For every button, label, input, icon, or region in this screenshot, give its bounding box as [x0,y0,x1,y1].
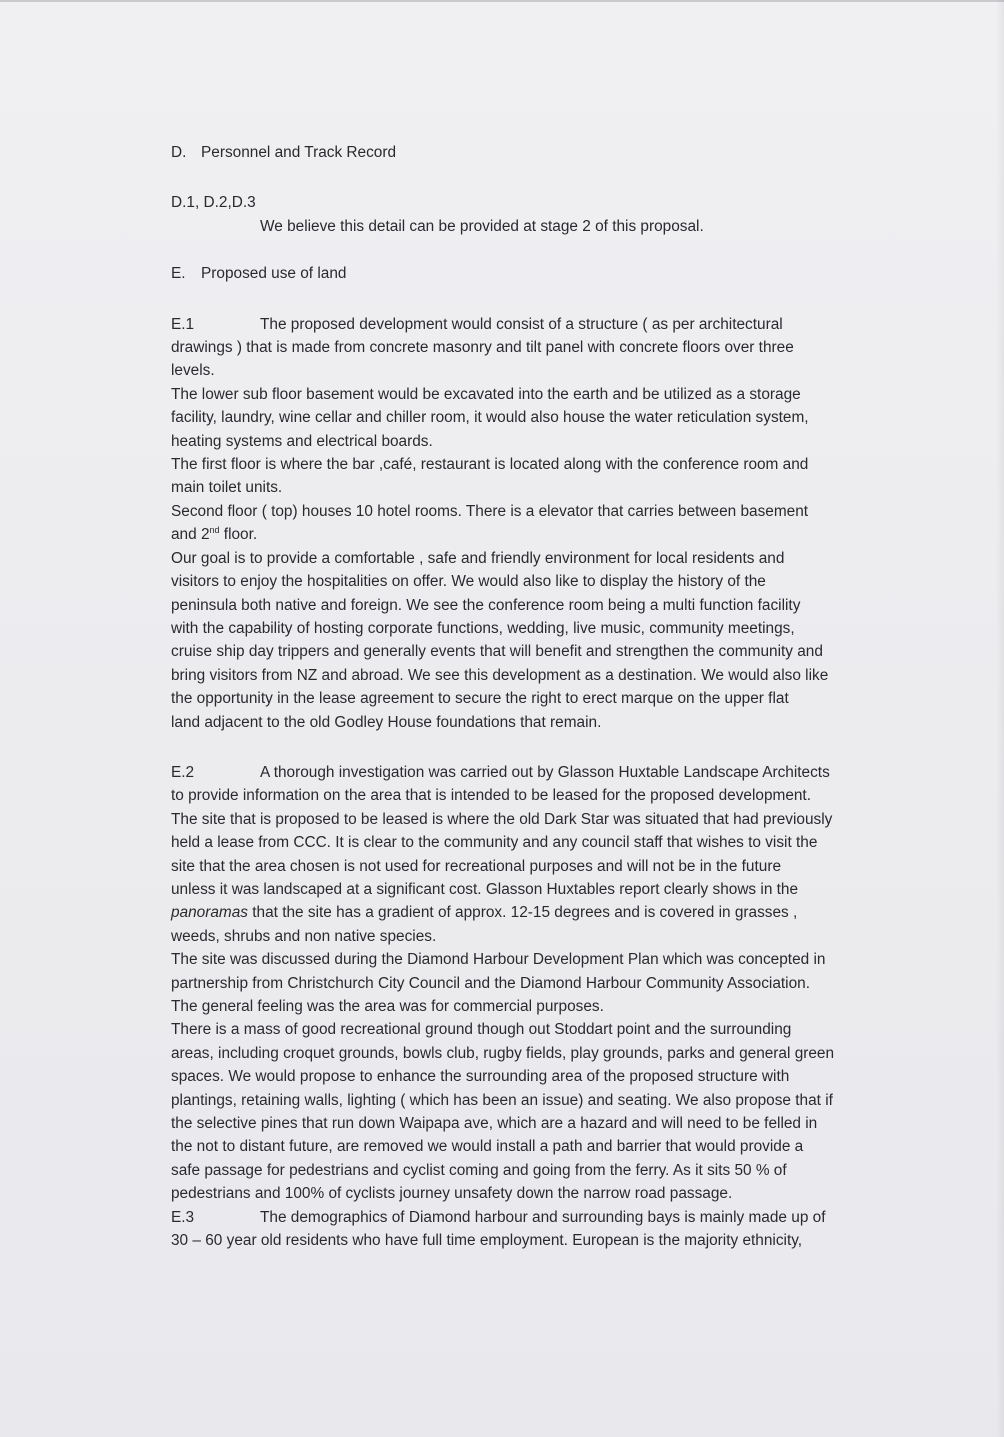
section-d-title: Personnel and Track Record [201,144,397,161]
e1-line: The proposed development would consist of a structure ( as per architectural [260,315,783,333]
e2-line: held a lease from CCC. It is clear to the community and any council staff that wishes to visit the [171,834,818,852]
e1-line: The lower sub floor basement would be excavated into the earth and be utilized as a storage [171,385,801,403]
document-body [171,141,891,1252]
e1-line: land adjacent to the old Godley House foundations that remain. [171,713,602,731]
e1-line: the opportunity in the lease agreement to secure the right to erect marque on the upper flat [171,690,789,708]
e1-floor-post: floor. [219,526,258,544]
section-d-sublabel: D.1, D.2,D.3 [171,194,256,212]
e1-line: facility, laundry, wine cellar and chiller room, it would also house the water reticulation system, [171,409,809,427]
e1-line: peninsula both native and foreign. We see the conference room being a multi function facility [171,596,801,614]
e2-line: The site was discussed during the Diamond Harbour Development Plan which was concepted in [171,951,826,969]
paragraph-e2 [171,761,891,1206]
e2-line: pedestrians and 100% of cyclists journey unsafety down the narrow road passage. [171,1185,733,1203]
e2-line: weeds, shrubs and non native species. [171,927,437,945]
section-d-number: D. [171,144,187,161]
e2-line: There is a mass of good recreational ground though out Stoddart point and the surrounding [171,1021,792,1039]
e3-label: E.3 [171,1208,195,1226]
e2-italic-post: that the site has a gradient of approx. 12-15 degrees and is covered in grasses , [248,904,798,922]
e2-line: spaces. We would propose to enhance the surrounding area of the proposed structure with [171,1068,790,1086]
e2-label: E.2 [171,763,195,781]
scan-right-shadow [996,0,1004,1437]
e2-line: unless it was landscaped at a significant cost. Glasson Huxtables report clearly shows in the [171,880,799,898]
e1-line: cruise ship day trippers and generally events that will benefit and strengthen the community and [171,643,823,661]
e2-line: site that the area chosen is not used for recreational purposes and will not be in the future [171,857,782,875]
e2-line: The general feeling was the area was for commercial purposes. [171,998,604,1015]
e1-line: Our goal is to provide a comfortable , safe and friendly environment for local residents and [171,549,785,567]
section-d-subtext: We believe this detail can be provided at stage 2 of this proposal. [260,217,704,235]
e2-line: The site that is proposed to be leased is where the old Dark Star was situated that had previously [171,810,833,828]
e3-first-line [171,1206,891,1229]
e3-line: The demographics of Diamond harbour and surrounding bays is mainly made up of [260,1208,826,1226]
e1-line: heating systems and electrical boards. [171,432,433,450]
section-d-heading [171,141,891,164]
e1-line: The first floor is where the bar ,café, restaurant is located along with the conference room and [171,456,809,474]
e1-line: main toilet units. [171,479,283,497]
e2-italic-word: panoramas [171,904,248,922]
section-e-number: E. [171,265,186,283]
e1-line: Second floor ( top) houses 10 hotel rooms. There is a elevator that carries between basement [171,502,809,520]
section-e-heading [171,262,891,285]
e1-floor-pre: and 2 [171,526,210,544]
paragraph-e3 [171,1206,891,1253]
e2-first-line [171,761,891,784]
e2-line: plantings, retaining walls, lighting ( which has been an issue) and seating. We also propose that if [171,1091,833,1109]
e2-italic-line [171,901,891,924]
e2-line: to provide information on the area that is intended to be leased for the proposed development. [171,787,811,805]
e1-line: with the capability of hosting corporate functions, wedding, live music, community meetings, [171,619,795,637]
e2-line: areas, including croquet grounds, bowls club, rugby fields, play grounds, parks and general green [171,1044,835,1062]
e2-line: partnership from Christchurch City Council and the Diamond Harbour Community Association. [171,974,810,992]
e1-floor-line [171,523,891,546]
e1-label: E.1 [171,315,195,333]
section-e-title: Proposed use of land [201,265,347,283]
scan-top-edge [0,0,1004,2]
e2-line: safe passage for pedestrians and cyclist coming and going from the ferry. As it sits 50 % of [171,1161,787,1179]
e1-line: visitors to enjoy the hospitalities on offer. We would also like to display the history of the [171,573,766,591]
e1-line: drawings ) that is made from concrete masonry and tilt panel with concrete floors over three [171,339,794,357]
e2-line: the not to distant future, are removed we would install a path and barrier that would provide a [171,1138,804,1156]
e1-line: bring visitors from NZ and abroad. We see this development as a destination. We would also like [171,666,829,684]
paragraph-e1 [171,313,891,734]
e1-floor-sup: nd [209,525,220,536]
e2-line: the selective pines that run down Waipapa ave, which are a hazard and will need to be felled in [171,1115,818,1133]
e3-line: 30 – 60 year old residents who have full time employment. European is the majority ethnicity, [171,1232,803,1250]
e2-line: A thorough investigation was carried out by Glasson Huxtable Landscape Architects [260,763,830,781]
e1-line: levels. [171,362,215,380]
e1-first-line [171,313,891,336]
